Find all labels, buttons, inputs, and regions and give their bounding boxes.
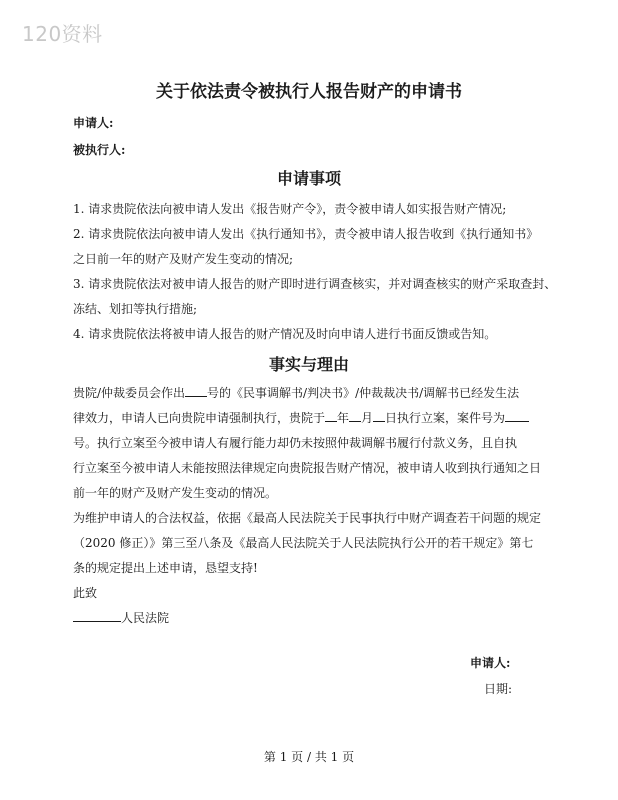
facts-line-1 [73,381,551,406]
facts-line-2-start: 律效力，申请人已向贵院申请强制执行，贵院于 [73,411,326,425]
respondent-label: 被执行人: [73,143,126,157]
facts-line-7: （2020 修正）》第三至八条及《最高人民法院关于人民法院执行公开的若干规定》第七 [73,536,534,550]
page-footer: 第 1 页 / 共 1 页 [263,750,355,764]
court-name-blank [73,608,121,622]
month-blank [349,408,361,422]
request-item-2-line-2: 之日前一年的财产及财产发生变动的情况; [73,252,294,266]
month-label: 月 [361,411,374,425]
applicant-label: 申请人: [73,116,114,130]
request-item-4-line-1: 4. 请求贵院依法将被申请人报告的财产情况及时向申请人进行书面反馈或告知。 [73,327,497,341]
facts-line-3: 号。执行立案至今被申请人有履行能力却仍未按照仲裁调解书履行付款义务，且自执 [73,436,518,450]
requests-heading: 申请事项 [276,169,341,188]
court-line [73,606,551,631]
document-title: 关于依法责令被执行人报告财产的申请书 [156,82,462,102]
requests-list [73,197,557,347]
year-blank [325,408,337,422]
facts-line-8: 条的规定提出上述申请，恳望支持! [73,561,258,575]
facts-body [73,381,551,631]
request-item-3-line-2: 冻结、划扣等执行措施; [73,302,198,316]
facts-line-6: 为维护申请人的合法权益，依据《最高人民法院关于民事执行中财产调查若干问题的规定 [73,511,542,525]
signature-date-label: 日期: [484,682,513,696]
day-blank [373,408,385,422]
watermark: 120资料 [22,22,103,46]
request-item-1-line-1: 1. 请求贵院依法向被申请人发出《报告财产令》，责令被申请人如实报告财产情况; [73,202,507,216]
execution-case-number-blank [505,408,529,422]
signature-applicant-label: 申请人: [470,656,511,670]
court-suffix: 人民法院 [121,611,170,625]
request-item-3-line-1: 3. 请求贵院依法对被申请人报告的财产即时进行调查核实，并对调查核实的财产采取查封、 [73,277,557,291]
facts-line-4: 行立案至今被申请人未能按照法律规定向贵院报告财产情况，被申请人收到执行通知之日 [73,461,542,475]
salutation: 此致 [73,586,98,600]
facts-line-2-end: 日执行立案，案件号为 [385,411,506,425]
case-number-blank [185,383,207,397]
facts-line-2 [73,406,551,431]
facts-line-5: 前一年的财产及财产发生变动的情况。 [73,486,278,500]
facts-line-1-end: 号的《民事调解书/判决书》/仲裁裁决书/调解书已经发生法 [207,386,520,400]
facts-line-1-start: 贵院/仲裁委员会作出 [73,386,186,400]
year-label: 年 [337,411,350,425]
facts-heading: 事实与理由 [268,355,349,374]
request-item-2-line-1: 2. 请求贵院依法向被申请人发出《执行通知书》，责令被申请人报告收到《执行通知书》 [73,227,539,241]
